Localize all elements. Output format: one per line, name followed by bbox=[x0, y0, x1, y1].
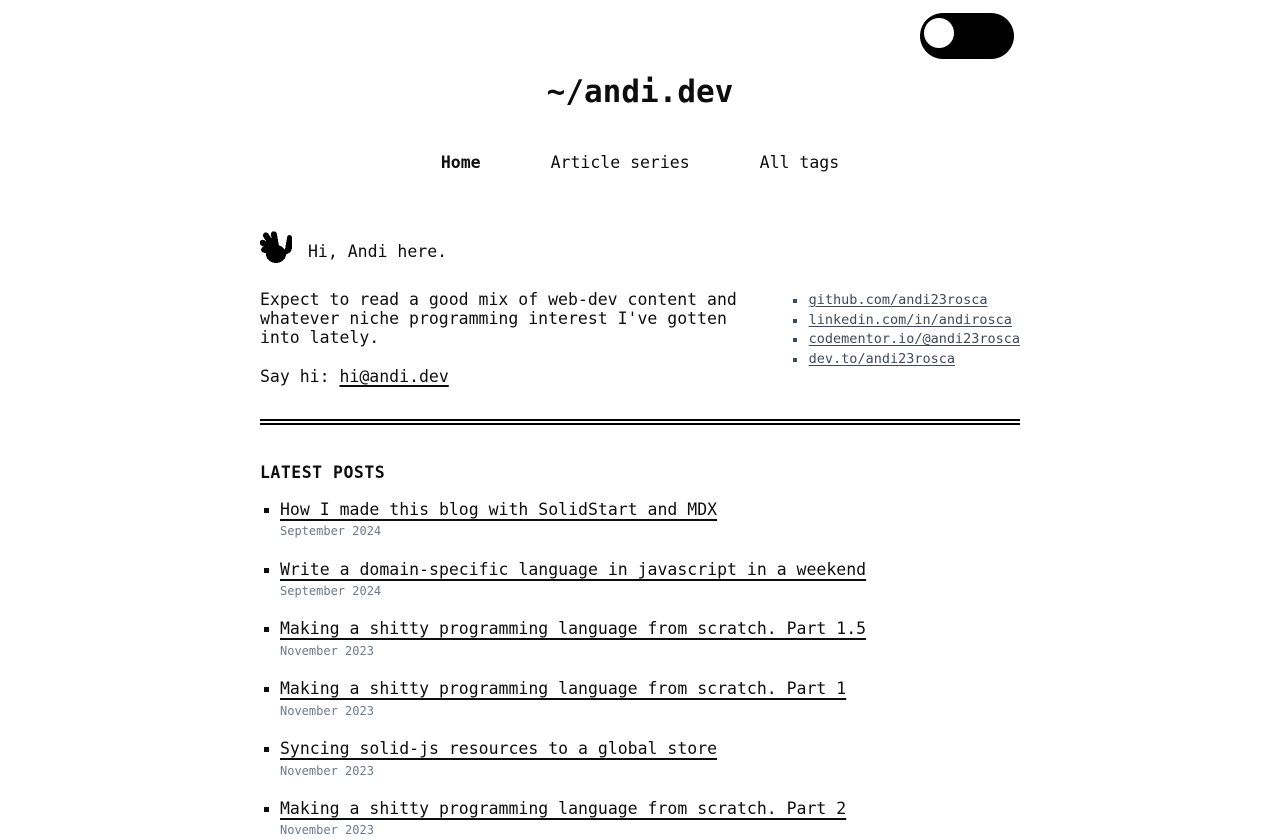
post-date: November 2023 bbox=[280, 823, 374, 838]
email-link[interactable]: hi@andi.dev bbox=[339, 366, 449, 386]
say-hi-label: Say hi: bbox=[260, 366, 340, 386]
post-title-link[interactable]: Syncing solid-js resources to a global store bbox=[280, 738, 718, 758]
intro-section bbox=[260, 290, 1020, 386]
dark-mode-toggle[interactable] bbox=[920, 13, 1014, 59]
post-list-item bbox=[260, 560, 1020, 600]
post-title-link[interactable]: Making a shitty programming language from scratch. Part 2 bbox=[280, 798, 847, 818]
post-date: September 2024 bbox=[280, 584, 382, 599]
social-link[interactable]: codementor.io/@andi23rosca bbox=[808, 331, 1020, 348]
intro-description: Expect to read a good mix of web-dev content and whatever niche programming interest I've gotten into lately. bbox=[260, 290, 737, 348]
main-nav bbox=[260, 153, 1020, 172]
social-link-item bbox=[791, 350, 1020, 370]
posts-list bbox=[260, 500, 1020, 839]
social-link-item bbox=[791, 330, 1020, 350]
post-list-item bbox=[260, 679, 1020, 719]
waving-hand-icon bbox=[260, 228, 294, 264]
social-link[interactable]: github.com/andi23rosca bbox=[808, 292, 988, 309]
say-hi-line bbox=[260, 367, 748, 386]
post-list-item bbox=[260, 799, 1020, 839]
post-date: November 2023 bbox=[280, 763, 374, 778]
social-link-item bbox=[791, 291, 1020, 311]
social-link-item bbox=[791, 311, 1020, 331]
site-title: ~/andi.dev bbox=[546, 74, 734, 110]
toggle-knob-icon bbox=[921, 15, 957, 51]
page bbox=[260, 0, 1020, 838]
greeting-row bbox=[260, 228, 1020, 264]
nav-link[interactable]: All tags bbox=[759, 153, 840, 173]
post-date: November 2023 bbox=[280, 703, 374, 718]
social-link[interactable]: linkedin.com/in/andirosca bbox=[808, 311, 1012, 328]
post-list-item bbox=[260, 500, 1020, 540]
double-rule-divider bbox=[260, 419, 1020, 425]
nav-link[interactable]: Article series bbox=[550, 153, 690, 173]
post-title-link[interactable]: Making a shitty programming language from scratch. Part 1 bbox=[280, 679, 847, 699]
post-list-item bbox=[260, 619, 1020, 659]
social-links-list bbox=[791, 290, 1020, 386]
latest-posts-heading: LATEST POSTS bbox=[260, 462, 386, 482]
post-date: September 2024 bbox=[280, 524, 382, 539]
nav-link[interactable]: Home bbox=[440, 153, 481, 173]
post-date: November 2023 bbox=[280, 643, 374, 658]
post-title-link[interactable]: Making a shitty programming language from scratch. Part 1.5 bbox=[280, 619, 867, 639]
greeting-text: Hi, Andi here. bbox=[308, 242, 448, 262]
intro-description-column bbox=[260, 290, 748, 386]
social-link[interactable]: dev.to/andi23rosca bbox=[808, 350, 955, 367]
post-title-link[interactable]: How I made this blog with SolidStart and MDX bbox=[280, 499, 718, 519]
post-list-item bbox=[260, 739, 1020, 779]
post-title-link[interactable]: Write a domain-specific language in javascript in a weekend bbox=[280, 559, 867, 579]
